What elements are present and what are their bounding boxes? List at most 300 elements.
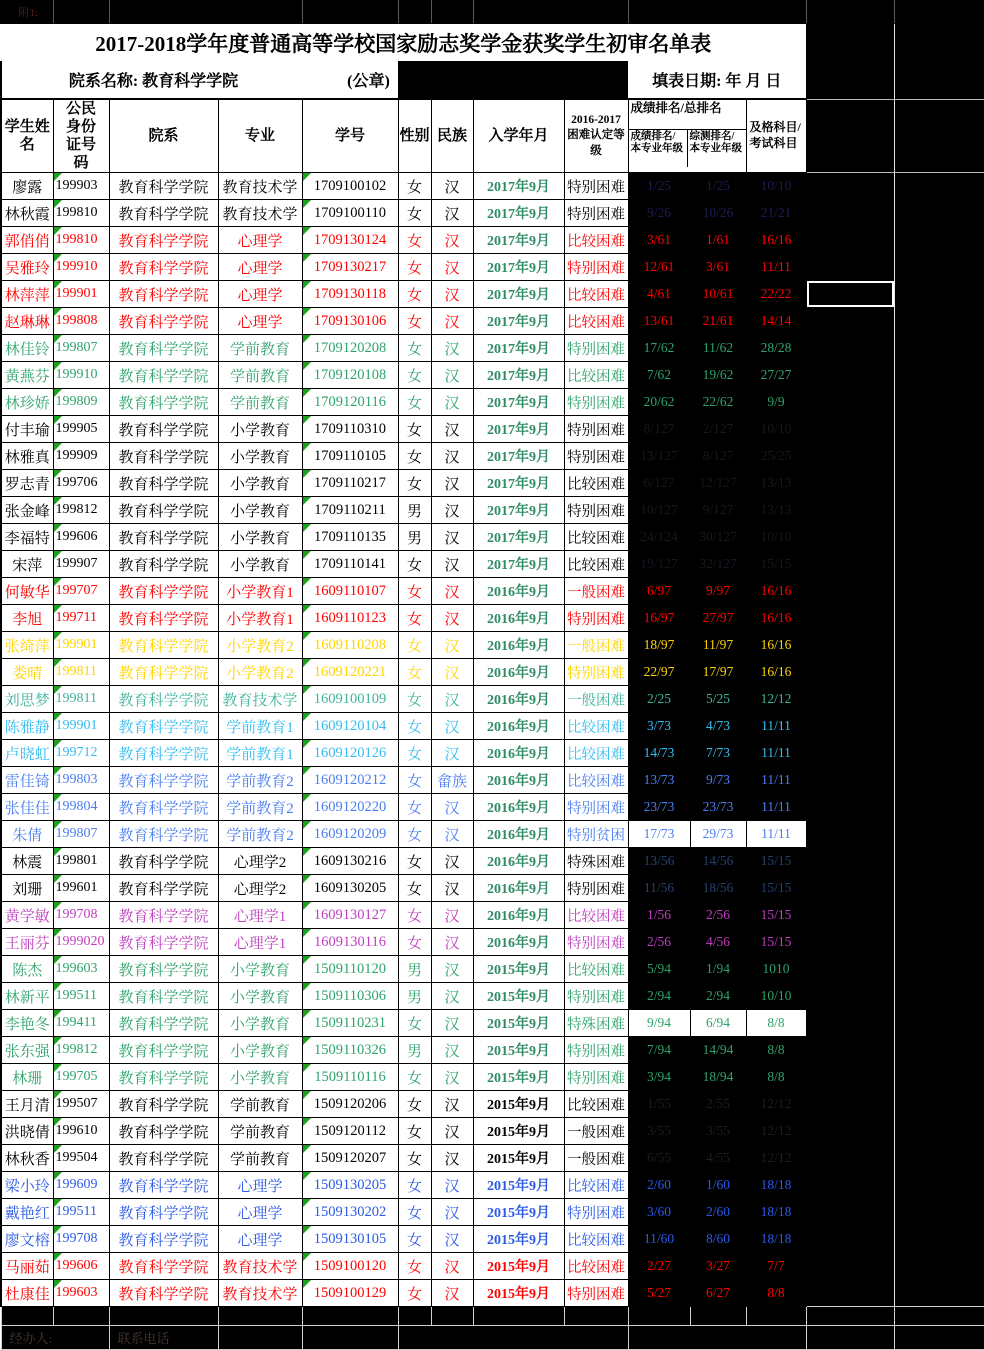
cell-department[interactable]: 教育科学学院	[109, 173, 218, 200]
cell-major[interactable]: 学前教育1	[218, 713, 302, 740]
cell-pass-subjects[interactable]: 12/12	[746, 1091, 806, 1118]
cell-department[interactable]: 教育科学学院	[109, 551, 218, 578]
cell-enroll-date[interactable]: 2015年9月	[473, 1118, 564, 1145]
cell-major[interactable]: 心理学2	[218, 848, 302, 875]
cell-rank-comprehensive[interactable]: 9/97	[690, 578, 746, 605]
cell-student-name[interactable]: 罗志青	[1, 470, 53, 497]
cell-gender[interactable]: 男	[398, 983, 431, 1010]
cell-ethnicity[interactable]: 汉	[431, 173, 473, 200]
cell-enroll-date[interactable]: 2017年9月	[473, 362, 564, 389]
cell-enroll-date[interactable]: 2016年9月	[473, 713, 564, 740]
cell-rank-score[interactable]: 16/97	[628, 605, 690, 632]
cell-citizen-id[interactable]: 199901	[53, 281, 109, 308]
cell-department[interactable]: 教育科学学院	[109, 1118, 218, 1145]
cell-department[interactable]: 教育科学学院	[109, 902, 218, 929]
cell-student-name[interactable]: 雷佳锜	[1, 767, 53, 794]
cell-gender[interactable]: 女	[398, 389, 431, 416]
cell-major[interactable]: 心理学	[218, 281, 302, 308]
cell-rank-comprehensive[interactable]: 19/62	[690, 362, 746, 389]
cell-major[interactable]: 心理学	[218, 1226, 302, 1253]
cell-citizen-id[interactable]: 199711	[53, 605, 109, 632]
cell-pass-subjects[interactable]: 10/10	[746, 983, 806, 1010]
cell-student-name[interactable]: 戴艳红	[1, 1199, 53, 1226]
cell-pass-subjects[interactable]: 22/22	[746, 281, 806, 308]
cell-ethnicity[interactable]: 汉	[431, 1037, 473, 1064]
cell-student-number[interactable]: 1609130216	[302, 848, 398, 875]
cell-student-number[interactable]: 1709110105	[302, 443, 398, 470]
cell-citizen-id[interactable]: 199511	[53, 983, 109, 1010]
cell-citizen-id[interactable]: 199411	[53, 1010, 109, 1037]
cell-major[interactable]: 心理学	[218, 254, 302, 281]
cell-enroll-date[interactable]: 2016年9月	[473, 686, 564, 713]
cell-pass-subjects[interactable]: 16/16	[746, 578, 806, 605]
cell-major[interactable]: 教育技术学	[218, 1253, 302, 1280]
cell-student-name[interactable]: 张金峰	[1, 497, 53, 524]
cell-student-number[interactable]: 1709110141	[302, 551, 398, 578]
cell-difficulty-level[interactable]: 一般困难	[564, 578, 628, 605]
cell-difficulty-level[interactable]: 比较困难	[564, 227, 628, 254]
cell-major[interactable]: 心理学1	[218, 902, 302, 929]
cell-rank-score[interactable]: 8/127	[628, 416, 690, 443]
cell-citizen-id[interactable]: 199606	[53, 1253, 109, 1280]
cell-ethnicity[interactable]: 汉	[431, 686, 473, 713]
col-header-student-number[interactable]: 学号	[302, 99, 398, 173]
cell-ethnicity[interactable]: 汉	[431, 1091, 473, 1118]
cell-ethnicity[interactable]: 汉	[431, 443, 473, 470]
cell-citizen-id[interactable]: 199610	[53, 1118, 109, 1145]
cell-rank-score[interactable]: 2/94	[628, 983, 690, 1010]
cell-major[interactable]: 学前教育	[218, 335, 302, 362]
cell-student-name[interactable]: 梁小玲	[1, 1172, 53, 1199]
cell-difficulty-level[interactable]: 比较困难	[564, 362, 628, 389]
cell-ethnicity[interactable]: 汉	[431, 1010, 473, 1037]
cell-student-name[interactable]: 林新平	[1, 983, 53, 1010]
cell-rank-score[interactable]: 2/60	[628, 1172, 690, 1199]
cell-student-name[interactable]: 马丽茹	[1, 1253, 53, 1280]
cell-rank-score[interactable]: 22/97	[628, 659, 690, 686]
cell-student-number[interactable]: 1609120220	[302, 794, 398, 821]
cell-ethnicity[interactable]: 汉	[431, 200, 473, 227]
cell-major[interactable]: 教育技术学	[218, 173, 302, 200]
cell-gender[interactable]: 女	[398, 740, 431, 767]
cell-rank-comprehensive[interactable]: 11/97	[690, 632, 746, 659]
cell-rank-comprehensive[interactable]: 6/27	[690, 1280, 746, 1307]
cell-student-number[interactable]: 1709110217	[302, 470, 398, 497]
cell-gender[interactable]: 女	[398, 551, 431, 578]
cell-student-name[interactable]: 林震	[1, 848, 53, 875]
cell-ethnicity[interactable]: 汉	[431, 875, 473, 902]
cell-ethnicity[interactable]: 汉	[431, 902, 473, 929]
cell-department[interactable]: 教育科学学院	[109, 335, 218, 362]
cell-difficulty-level[interactable]: 特别困难	[564, 875, 628, 902]
cell-major[interactable]: 心理学	[218, 1172, 302, 1199]
cell-pass-subjects[interactable]: 18/18	[746, 1199, 806, 1226]
cell-major[interactable]: 学前教育	[218, 1145, 302, 1172]
cell-department[interactable]: 教育科学学院	[109, 848, 218, 875]
cell-pass-subjects[interactable]: 16/16	[746, 659, 806, 686]
cell-gender[interactable]: 女	[398, 254, 431, 281]
cell-student-name[interactable]: 林萍萍	[1, 281, 53, 308]
cell-department[interactable]: 教育科学学院	[109, 1226, 218, 1253]
cell-rank-comprehensive[interactable]: 22/62	[690, 389, 746, 416]
cell-student-name[interactable]: 何敏华	[1, 578, 53, 605]
cell-department[interactable]: 教育科学学院	[109, 416, 218, 443]
cell-rank-score[interactable]: 24/124	[628, 524, 690, 551]
cell-rank-score[interactable]: 13/56	[628, 848, 690, 875]
cell-rank-comprehensive[interactable]: 2/94	[690, 983, 746, 1010]
cell-gender[interactable]: 女	[398, 1064, 431, 1091]
cell-ethnicity[interactable]: 汉	[431, 956, 473, 983]
cell-pass-subjects[interactable]: 21/21	[746, 200, 806, 227]
cell-rank-score[interactable]: 13/127	[628, 443, 690, 470]
cell-student-number[interactable]: 1609110107	[302, 578, 398, 605]
cell-citizen-id[interactable]: 199910	[53, 362, 109, 389]
cell-department[interactable]: 教育科学学院	[109, 821, 218, 848]
cell-enroll-date[interactable]: 2016年9月	[473, 794, 564, 821]
cell-student-number[interactable]: 1509120207	[302, 1145, 398, 1172]
cell-enroll-date[interactable]: 2015年9月	[473, 956, 564, 983]
cell-major[interactable]: 教育技术学	[218, 686, 302, 713]
cell-ethnicity[interactable]: 汉	[431, 1172, 473, 1199]
cell-department[interactable]: 教育科学学院	[109, 497, 218, 524]
cell-enroll-date[interactable]: 2017年9月	[473, 416, 564, 443]
cell-ethnicity[interactable]: 汉	[431, 713, 473, 740]
cell-student-number[interactable]: 1509130105	[302, 1226, 398, 1253]
cell-department[interactable]: 教育科学学院	[109, 254, 218, 281]
cell-enroll-date[interactable]: 2016年9月	[473, 821, 564, 848]
cell-major[interactable]: 小学教育2	[218, 659, 302, 686]
cell-rank-comprehensive[interactable]: 32/127	[690, 551, 746, 578]
cell-student-number[interactable]: 1709110211	[302, 497, 398, 524]
cell-enroll-date[interactable]: 2017年9月	[473, 497, 564, 524]
cell-student-name[interactable]: 廖露	[1, 173, 53, 200]
cell-department[interactable]: 教育科学学院	[109, 1199, 218, 1226]
cell-rank-score[interactable]: 11/56	[628, 875, 690, 902]
cell-pass-subjects[interactable]: 11/11	[746, 794, 806, 821]
cell-difficulty-level[interactable]: 特别困难	[564, 659, 628, 686]
cell-rank-comprehensive[interactable]: 21/61	[690, 308, 746, 335]
cell-major[interactable]: 心理学	[218, 1199, 302, 1226]
cell-pass-subjects[interactable]: 11/11	[746, 821, 806, 848]
cell-pass-subjects[interactable]: 15/15	[746, 929, 806, 956]
cell-major[interactable]: 小学教育	[218, 956, 302, 983]
cell-gender[interactable]: 女	[398, 1253, 431, 1280]
cell-department[interactable]: 教育科学学院	[109, 875, 218, 902]
cell-difficulty-level[interactable]: 一般困难	[564, 686, 628, 713]
cell-enroll-date[interactable]: 2015年9月	[473, 1280, 564, 1307]
cell-rank-comprehensive[interactable]: 3/27	[690, 1253, 746, 1280]
cell-enroll-date[interactable]: 2017年9月	[473, 308, 564, 335]
cell-enroll-date[interactable]: 2015年9月	[473, 1172, 564, 1199]
cell-student-number[interactable]: 1509120206	[302, 1091, 398, 1118]
cell-enroll-date[interactable]: 2015年9月	[473, 1037, 564, 1064]
cell-rank-score[interactable]: 9/94	[628, 1010, 690, 1037]
cell-student-name[interactable]: 杜康佳	[1, 1280, 53, 1307]
cell-rank-score[interactable]: 12/61	[628, 254, 690, 281]
cell-student-number[interactable]: 1609110123	[302, 605, 398, 632]
cell-gender[interactable]: 女	[398, 335, 431, 362]
cell-citizen-id[interactable]: 199706	[53, 470, 109, 497]
cell-student-number[interactable]: 1709110310	[302, 416, 398, 443]
cell-student-number[interactable]: 1609130116	[302, 929, 398, 956]
cell-department[interactable]: 教育科学学院	[109, 713, 218, 740]
col-header-major[interactable]: 专业	[218, 99, 302, 173]
cell-department[interactable]: 教育科学学院	[109, 389, 218, 416]
cell-student-name[interactable]: 张东强	[1, 1037, 53, 1064]
cell-gender[interactable]: 女	[398, 794, 431, 821]
cell-difficulty-level[interactable]: 比较困难	[564, 1091, 628, 1118]
cell-ethnicity[interactable]: 汉	[431, 335, 473, 362]
cell-pass-subjects[interactable]: 8/8	[746, 1064, 806, 1091]
cell-pass-subjects[interactable]: 16/16	[746, 632, 806, 659]
cell-student-name[interactable]: 林佳铃	[1, 335, 53, 362]
cell-major[interactable]: 小学教育	[218, 1064, 302, 1091]
cell-student-name[interactable]: 宋萍	[1, 551, 53, 578]
cell-gender[interactable]: 女	[398, 605, 431, 632]
cell-enroll-date[interactable]: 2017年9月	[473, 470, 564, 497]
cell-ethnicity[interactable]: 汉	[431, 1280, 473, 1307]
cell-ethnicity[interactable]: 汉	[431, 983, 473, 1010]
cell-student-name[interactable]: 李福特	[1, 524, 53, 551]
cell-gender[interactable]: 女	[398, 1172, 431, 1199]
cell-student-number[interactable]: 1609130205	[302, 875, 398, 902]
cell-difficulty-level[interactable]: 一般困难	[564, 1145, 628, 1172]
cell-department[interactable]: 教育科学学院	[109, 281, 218, 308]
cell-difficulty-level[interactable]: 特别困难	[564, 1280, 628, 1307]
cell-citizen-id[interactable]: 199812	[53, 497, 109, 524]
cell-gender[interactable]: 男	[398, 956, 431, 983]
cell-rank-score[interactable]: 9/26	[628, 200, 690, 227]
cell-major[interactable]: 小学教育1	[218, 578, 302, 605]
cell-citizen-id[interactable]: 199907	[53, 551, 109, 578]
cell-gender[interactable]: 女	[398, 686, 431, 713]
cell-difficulty-level[interactable]: 比较困难	[564, 551, 628, 578]
cell-rank-score[interactable]: 5/27	[628, 1280, 690, 1307]
cell-rank-comprehensive[interactable]: 8/127	[690, 443, 746, 470]
cell-gender[interactable]: 女	[398, 659, 431, 686]
cell-enroll-date[interactable]: 2015年9月	[473, 1226, 564, 1253]
cell-enroll-date[interactable]: 2016年9月	[473, 848, 564, 875]
cell-difficulty-level[interactable]: 特别困难	[564, 1037, 628, 1064]
cell-rank-comprehensive[interactable]: 9/73	[690, 767, 746, 794]
cell-rank-score[interactable]: 17/62	[628, 335, 690, 362]
cell-ethnicity[interactable]: 汉	[431, 1199, 473, 1226]
cell-citizen-id[interactable]: 199609	[53, 1172, 109, 1199]
cell-difficulty-level[interactable]: 特殊困难	[564, 1010, 628, 1037]
cell-rank-score[interactable]: 3/94	[628, 1064, 690, 1091]
cell-rank-score[interactable]: 7/94	[628, 1037, 690, 1064]
cell-rank-comprehensive[interactable]: 4/73	[690, 713, 746, 740]
cell-pass-subjects[interactable]: 11/11	[746, 713, 806, 740]
cell-department[interactable]: 教育科学学院	[109, 659, 218, 686]
cell-rank-comprehensive[interactable]: 5/25	[690, 686, 746, 713]
cell-gender[interactable]: 女	[398, 1280, 431, 1307]
cell-rank-score[interactable]: 6/127	[628, 470, 690, 497]
cell-ethnicity[interactable]: 畲族	[431, 767, 473, 794]
cell-rank-score[interactable]: 1/55	[628, 1091, 690, 1118]
cell-rank-comprehensive[interactable]: 23/73	[690, 794, 746, 821]
cell-citizen-id[interactable]: 199901	[53, 713, 109, 740]
cell-rank-comprehensive[interactable]: 27/97	[690, 605, 746, 632]
cell-pass-subjects[interactable]: 28/28	[746, 335, 806, 362]
cell-major[interactable]: 教育技术学	[218, 1280, 302, 1307]
cell-citizen-id[interactable]: 199807	[53, 821, 109, 848]
cell-rank-score[interactable]: 2/56	[628, 929, 690, 956]
cell-pass-subjects[interactable]: 13/13	[746, 497, 806, 524]
cell-difficulty-level[interactable]: 特别贫困	[564, 821, 628, 848]
cell-rank-comprehensive[interactable]: 17/97	[690, 659, 746, 686]
cell-student-name[interactable]: 陈杰	[1, 956, 53, 983]
cell-pass-subjects[interactable]: 10/10	[746, 524, 806, 551]
cell-difficulty-level[interactable]: 特别困难	[564, 497, 628, 524]
cell-ethnicity[interactable]: 汉	[431, 1118, 473, 1145]
cell-citizen-id[interactable]: 199511	[53, 1199, 109, 1226]
cell-department[interactable]: 教育科学学院	[109, 983, 218, 1010]
cell-student-name[interactable]: 李旭	[1, 605, 53, 632]
cell-department[interactable]: 教育科学学院	[109, 1010, 218, 1037]
cell-rank-score[interactable]: 23/73	[628, 794, 690, 821]
col-header-rank-group[interactable]	[628, 99, 746, 173]
cell-difficulty-level[interactable]: 特别困难	[564, 1064, 628, 1091]
cell-gender[interactable]: 女	[398, 578, 431, 605]
cell-pass-subjects[interactable]: 14/14	[746, 308, 806, 335]
cell-gender[interactable]: 女	[398, 308, 431, 335]
cell-major[interactable]: 小学教育	[218, 1010, 302, 1037]
cell-department[interactable]: 教育科学学院	[109, 740, 218, 767]
cell-student-number[interactable]: 1709130124	[302, 227, 398, 254]
cell-rank-comprehensive[interactable]: 10/61	[690, 281, 746, 308]
cell-enroll-date[interactable]: 2017年9月	[473, 551, 564, 578]
cell-student-name[interactable]: 刘珊	[1, 875, 53, 902]
cell-department[interactable]: 教育科学学院	[109, 1037, 218, 1064]
cell-rank-score[interactable]: 3/73	[628, 713, 690, 740]
cell-ethnicity[interactable]: 汉	[431, 551, 473, 578]
cell-ethnicity[interactable]: 汉	[431, 389, 473, 416]
cell-citizen-id[interactable]: 199712	[53, 740, 109, 767]
cell-enroll-date[interactable]: 2016年9月	[473, 659, 564, 686]
cell-rank-comprehensive[interactable]: 1/60	[690, 1172, 746, 1199]
cell-difficulty-level[interactable]: 比较困难	[564, 1172, 628, 1199]
cell-enroll-date[interactable]: 2017年9月	[473, 200, 564, 227]
cell-rank-score[interactable]: 13/61	[628, 308, 690, 335]
cell-rank-comprehensive[interactable]: 2/56	[690, 902, 746, 929]
cell-rank-score[interactable]: 1/25	[628, 173, 690, 200]
cell-student-number[interactable]: 1509110116	[302, 1064, 398, 1091]
cell-student-number[interactable]: 1609120126	[302, 740, 398, 767]
cell-major[interactable]: 小学教育	[218, 551, 302, 578]
cell-pass-subjects[interactable]: 8/8	[746, 1280, 806, 1307]
cell-citizen-id[interactable]: 199905	[53, 416, 109, 443]
cell-student-name[interactable]: 吴雅玲	[1, 254, 53, 281]
cell-citizen-id[interactable]: 1999020	[53, 929, 109, 956]
cell-pass-subjects[interactable]: 15/15	[746, 848, 806, 875]
cell-department[interactable]: 教育科学学院	[109, 1145, 218, 1172]
cell-department[interactable]: 教育科学学院	[109, 1253, 218, 1280]
cell-rank-comprehensive[interactable]: 30/127	[690, 524, 746, 551]
cell-citizen-id[interactable]: 199504	[53, 1145, 109, 1172]
cell-difficulty-level[interactable]: 比较困难	[564, 1226, 628, 1253]
cell-rank-score[interactable]: 13/73	[628, 767, 690, 794]
cell-citizen-id[interactable]: 199804	[53, 794, 109, 821]
cell-gender[interactable]: 女	[398, 362, 431, 389]
cell-rank-score[interactable]: 4/61	[628, 281, 690, 308]
cell-citizen-id[interactable]: 199601	[53, 875, 109, 902]
cell-student-name[interactable]: 陈雅静	[1, 713, 53, 740]
cell-major[interactable]: 学前教育	[218, 389, 302, 416]
cell-ethnicity[interactable]: 汉	[431, 740, 473, 767]
cell-ethnicity[interactable]: 汉	[431, 308, 473, 335]
cell-rank-score[interactable]: 18/97	[628, 632, 690, 659]
cell-department[interactable]: 教育科学学院	[109, 794, 218, 821]
cell-pass-subjects[interactable]: 25/25	[746, 443, 806, 470]
cell-difficulty-level[interactable]: 特别困难	[564, 200, 628, 227]
cell-gender[interactable]: 女	[398, 632, 431, 659]
cell-student-name[interactable]: 林秋霞	[1, 200, 53, 227]
cell-gender[interactable]: 女	[398, 902, 431, 929]
cell-gender[interactable]: 男	[398, 524, 431, 551]
cell-student-name[interactable]: 赵琳琳	[1, 308, 53, 335]
cell-student-number[interactable]: 1509130205	[302, 1172, 398, 1199]
cell-major[interactable]: 教育技术学	[218, 200, 302, 227]
cell-citizen-id[interactable]: 199606	[53, 524, 109, 551]
cell-student-number[interactable]: 1509130202	[302, 1199, 398, 1226]
cell-difficulty-level[interactable]: 比较困难	[564, 767, 628, 794]
cell-enroll-date[interactable]: 2017年9月	[473, 227, 564, 254]
cell-enroll-date[interactable]: 2017年9月	[473, 281, 564, 308]
cell-citizen-id[interactable]: 199809	[53, 389, 109, 416]
cell-major[interactable]: 学前教育	[218, 1118, 302, 1145]
col-header-pass-subjects[interactable]: 及格科目/考试科目	[746, 99, 806, 173]
cell-difficulty-level[interactable]: 比较困难	[564, 740, 628, 767]
cell-student-name[interactable]: 张佳佳	[1, 794, 53, 821]
cell-student-number[interactable]: 1709120208	[302, 335, 398, 362]
cell-pass-subjects[interactable]: 18/18	[746, 1172, 806, 1199]
cell-difficulty-level[interactable]: 特别困难	[564, 605, 628, 632]
cell-gender[interactable]: 男	[398, 1037, 431, 1064]
cell-rank-comprehensive[interactable]: 1/61	[690, 227, 746, 254]
cell-difficulty-level[interactable]: 特别困难	[564, 983, 628, 1010]
cell-department[interactable]: 教育科学学院	[109, 1172, 218, 1199]
cell-citizen-id[interactable]: 199803	[53, 767, 109, 794]
cell-citizen-id[interactable]: 199812	[53, 1037, 109, 1064]
cell-rank-score[interactable]: 10/127	[628, 497, 690, 524]
cell-student-name[interactable]: 林秋香	[1, 1145, 53, 1172]
cell-department[interactable]: 教育科学学院	[109, 1091, 218, 1118]
cell-enroll-date[interactable]: 2015年9月	[473, 1199, 564, 1226]
cell-difficulty-level[interactable]: 特别困难	[564, 416, 628, 443]
cell-enroll-date[interactable]: 2015年9月	[473, 1145, 564, 1172]
cell-department[interactable]: 教育科学学院	[109, 443, 218, 470]
cell-student-name[interactable]: 娄晴	[1, 659, 53, 686]
cell-enroll-date[interactable]: 2016年9月	[473, 767, 564, 794]
cell-department[interactable]: 教育科学学院	[109, 1064, 218, 1091]
cell-ethnicity[interactable]: 汉	[431, 1145, 473, 1172]
cell-pass-subjects[interactable]: 18/18	[746, 1226, 806, 1253]
cell-rank-score[interactable]: 17/73	[628, 821, 690, 848]
cell-student-number[interactable]: 1709100110	[302, 200, 398, 227]
cell-major[interactable]: 小学教育	[218, 983, 302, 1010]
cell-citizen-id[interactable]: 199808	[53, 308, 109, 335]
cell-major[interactable]: 学前教育1	[218, 740, 302, 767]
cell-ethnicity[interactable]: 汉	[431, 1064, 473, 1091]
cell-rank-comprehensive[interactable]: 6/94	[690, 1010, 746, 1037]
col-header-enroll-date[interactable]: 入学年月	[473, 99, 564, 173]
cell-citizen-id[interactable]: 199603	[53, 956, 109, 983]
cell-pass-subjects[interactable]: 12/12	[746, 1145, 806, 1172]
cell-enroll-date[interactable]: 2017年9月	[473, 524, 564, 551]
cell-rank-comprehensive[interactable]: 1/25	[690, 173, 746, 200]
cell-rank-comprehensive[interactable]: 3/55	[690, 1118, 746, 1145]
